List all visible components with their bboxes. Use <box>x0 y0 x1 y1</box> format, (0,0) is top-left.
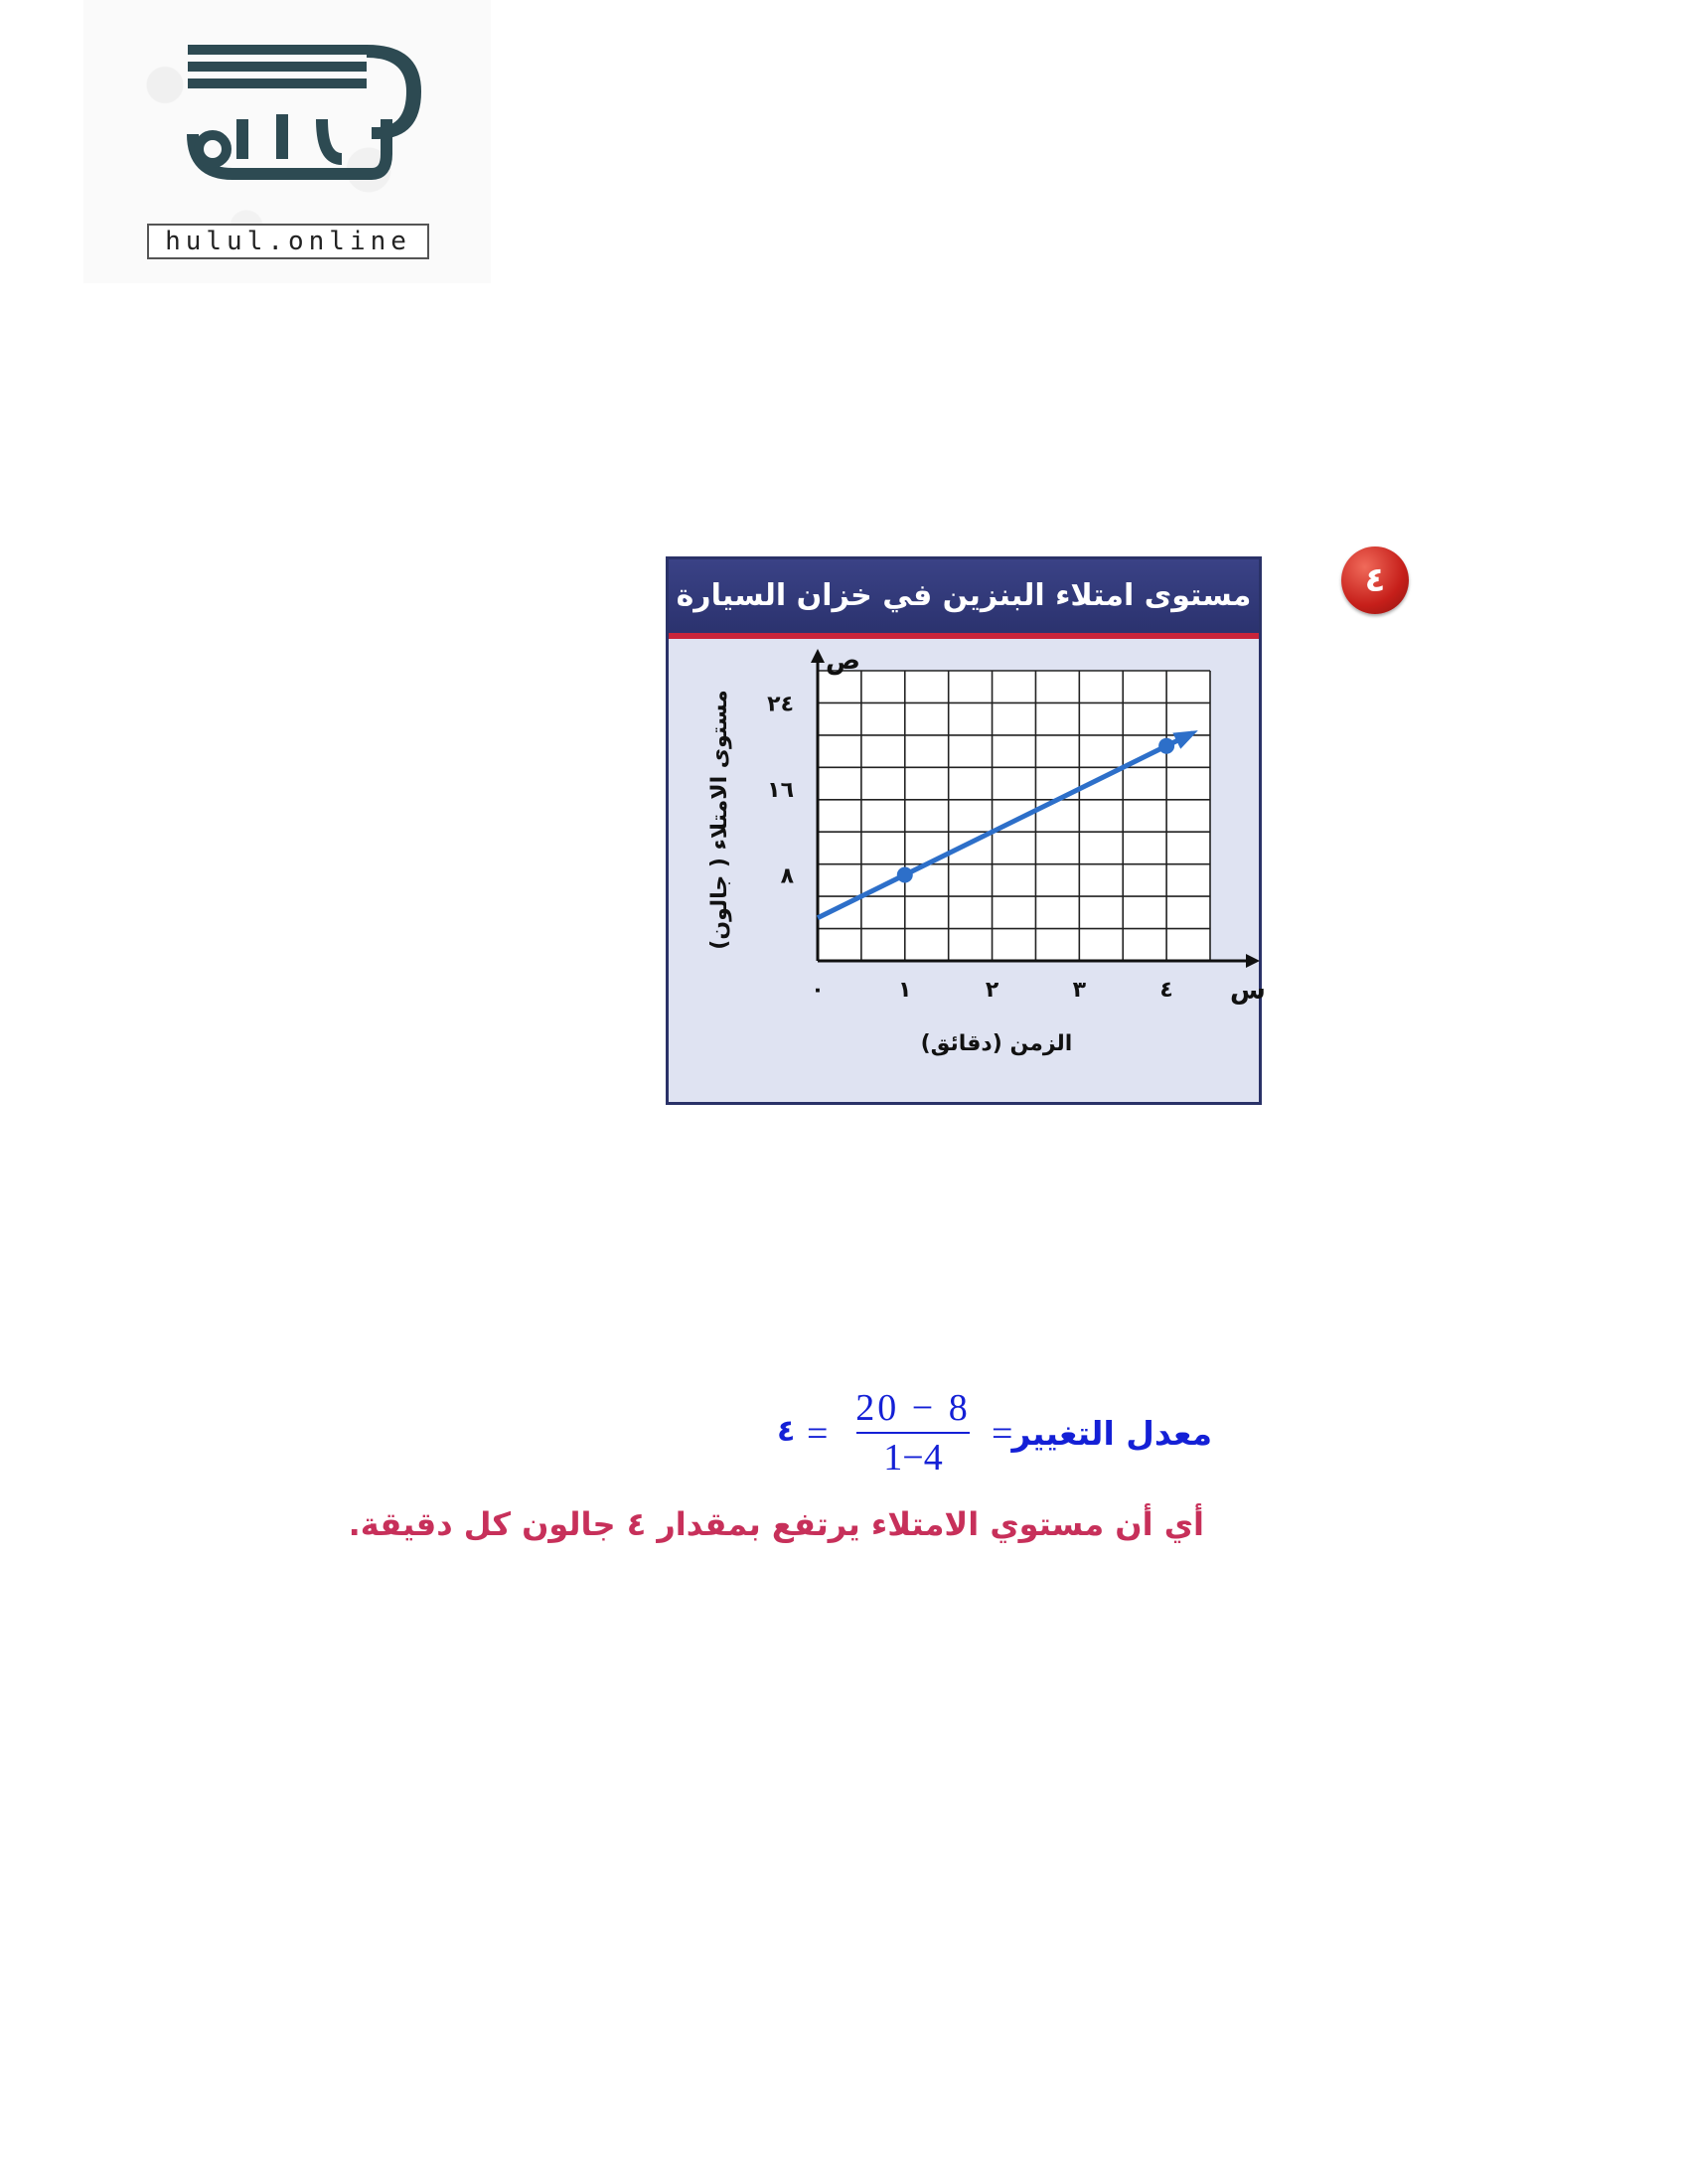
question-number-badge: ٤ <box>1341 546 1409 614</box>
equals-sign: = <box>992 1413 1013 1455</box>
x-axis-symbol: س <box>1230 976 1266 1006</box>
data-point <box>897 866 913 882</box>
data-point <box>1158 738 1174 754</box>
x-tick-label: ١ <box>898 978 912 1003</box>
hulul-logo-mark <box>173 40 421 199</box>
conclusion-text: أي أن مستوي الامتلاء يرتفع بمقدار ٤ جالون كل دقيقة. <box>348 1505 1204 1543</box>
y-tick-label: ١٦ <box>767 777 794 803</box>
chart-title: مستوى امتلاء البنزين في خزان السيارة <box>669 559 1259 639</box>
y-axis-title: مستوى الامتلاء ( جالون) <box>707 690 732 950</box>
rate-formula <box>755 1386 1212 1479</box>
fraction-denominator: 1−4 <box>883 1437 943 1479</box>
x-tick-label: ٠ <box>811 978 825 1003</box>
fraction-numerator: 20 − 8 <box>855 1387 971 1429</box>
y-tick-label: ٢٤ <box>767 692 794 717</box>
x-tick-label: ٣ <box>1072 978 1087 1003</box>
plot-area <box>818 671 1210 961</box>
x-axis-arrow <box>1246 954 1260 968</box>
fraction <box>852 1386 974 1480</box>
chart-card <box>666 556 1266 1105</box>
rate-result: ٤ <box>777 1414 796 1449</box>
y-tick-label: ٨ <box>780 863 794 889</box>
hulul-logo <box>83 0 491 283</box>
fraction-bar <box>856 1432 970 1434</box>
equals-sign-2: = <box>807 1413 829 1455</box>
rate-label: معدل التغيير <box>1011 1414 1212 1453</box>
logo-url: hulul.online <box>147 224 429 259</box>
y-axis-arrow <box>811 649 825 663</box>
x-tick-label: ٤ <box>1159 978 1173 1003</box>
x-tick-label: ٢ <box>985 978 999 1003</box>
y-axis-symbol: ص <box>826 646 860 676</box>
x-axis-title: الزمن (دقائق) <box>920 1031 1073 1056</box>
fuel-chart <box>669 559 1266 1102</box>
